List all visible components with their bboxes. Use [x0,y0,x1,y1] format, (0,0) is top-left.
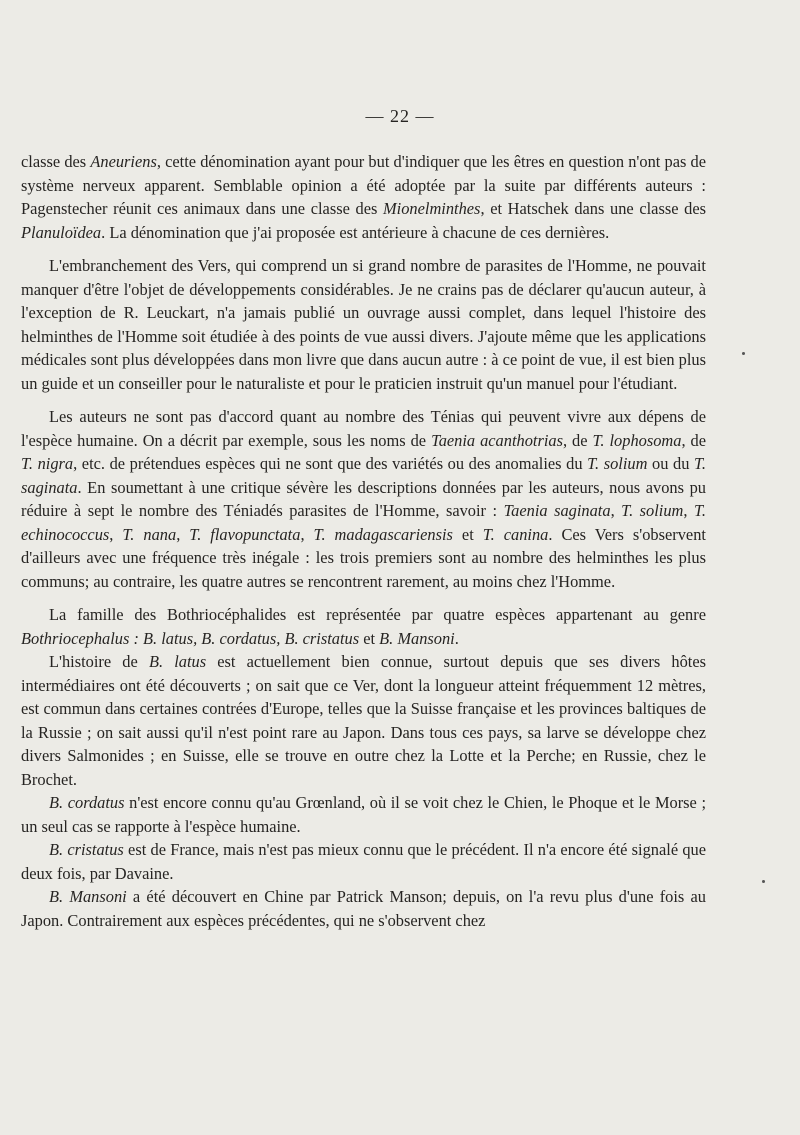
italic-text: T. lophosoma [592,430,682,450]
italic-text: T. flavopunctata [189,524,301,544]
text-run: . Ces Vers s'observent d'ailleurs avec une fréquence très inégale : les trois premiers sont au nombre des helminthes les plus communs; au contraire, les quatre autres se rencontrent rarement, au moins chez l'Homme. [21,524,706,591]
text-run: Les auteurs ne sont pas d'accord quant au nombre des Ténias qui peuvent vivre aux dépens de l'espèce humaine. On a décrit par exemple, sous les noms de [21,407,706,450]
text-run: , de [681,430,707,450]
italic-text: B. cordatus [49,793,125,812]
text-run: est actuellement bien connue, surtout depuis que ses divers hôtes intermédiaires ont été découverts ; on sait que ce Ver, dont la longueur atteint fréquemment 12 mètres, est commun dans certaines contrées d'Europe, telles que la Suisse française et les provinces baltiques de la Russie ; on sait aussi qu'il n'est point rare au Japon. Dans tous ces pays, sa larve se développe chez divers Salmonides ; en Suisse, elle se trouve en outre chez la Lotte et la Perche; en Russie, chez le Brochet. [21,652,706,789]
paragraph [21,150,706,244]
text-run: n'est encore connu qu'au Grœnland, où il se voit chez le Chien, le Phoque et le Morse ; un seul cas se rapporte à l'espèce humaine. [21,793,706,836]
text-run: . En soumettant à une critique sévère les descriptions données par les auteurs, nous avons pu réduire à sept le nombre des Téniadés parasites de l'Homme, savoir : [21,477,706,520]
text-run: . [454,628,459,648]
italic-text: Planuloïdea [21,222,102,242]
italic-text: T. canina [482,524,549,544]
text-run: , [300,524,314,544]
italic-text: T. nigra [21,454,74,473]
paragraph [21,885,706,932]
paragraph [21,603,706,650]
italic-text: B. cristatus [49,840,124,859]
text-run: classe des [21,152,91,171]
italic-text: B. Mansoni [379,628,455,648]
text-run: , et Hatschek dans une classe des [480,199,706,218]
italic-text: T. echinococcus [21,501,706,544]
text-run: L'histoire de [49,652,149,671]
text-run: est de France, mais n'est pas mieux connu que le précédent. Il n'a encore été signalé que deux fois, par Davaine. [21,840,706,883]
text-run: et [452,524,483,544]
paragraph [21,838,706,885]
italic-text: Mionelminthes [383,199,481,218]
page-number: — 22 — [365,106,435,126]
italic-text: B. latus [148,652,207,671]
paragraph [21,650,706,791]
text-run: a été découvert en Chine par Patrick Manson; depuis, on l'a revu plus d'une fois au Japon. Contrairement aux espèces précédentes, qui ne s'observent chez [21,887,706,930]
body-text [21,150,706,932]
italic-text: Aneuriens [90,152,157,171]
text-run: et [359,628,380,648]
text-run: . La dénomination que j'ai proposée est antérieure à chacune de ces dernières. [101,222,610,242]
text-run: , cette dénomination ayant pour but d'indiquer que les êtres en question n'ont pas de système nerveux apparent. Semblable opinion a été adoptée par la suite par différents auteurs : Pagenstecher réunit ces animaux dans une classe des [21,152,706,218]
text-run: ou du [647,454,694,473]
italic-text: Bothriocephalus : B. latus, B. cordatus, B. cristatus [21,628,360,648]
italic-text: T. madagascariensis [313,524,453,544]
page-speck [742,352,745,355]
italic-text: Taenia saginata [503,501,611,520]
italic-text: B. Mansoni [49,887,127,906]
text-run: , de [562,430,593,450]
text-run: La famille des Bothriocéphalides est représentée par quatre espèces appartenant au genre [49,605,706,624]
paragraph [21,791,706,838]
text-run: , [610,501,622,520]
page-speck [762,880,765,883]
paragraph [21,254,706,395]
text-run: , etc. de prétendues espèces qui ne sont que des variétés ou des anomalies du [73,454,588,473]
italic-text: Taenia acanthotrias [431,430,563,450]
italic-text: T. saginata [21,454,706,497]
text-run: , [683,501,694,520]
text-run: , [109,524,123,544]
text-run: , [176,524,190,544]
italic-text: T. solium [621,501,684,520]
italic-text: T. solium [587,454,648,473]
italic-text: T. nana [122,524,177,544]
paragraph [21,405,706,593]
text-run: L'embranchement des Vers, qui comprend un si grand nombre de parasites de l'Homme, ne pouvait manquer d'être l'objet de développements considérables. Je ne crains pas de déclarer qu'aucun auteur, à l'exception de R. Leuckart, n'a jamais publié un ouvrage aussi complet, dans lequel l'histoire des helminthes de l'Homme soit étudiée à des points de vue aussi divers. J'ajoute même que les applications médicales sont plus développées dans mon livre que dans aucun autre : à ce point de vue, il est bien plus un guide et un conseiller pour le naturaliste et pour le praticien instruit qu'un manuel pour l'étudiant. [21,256,706,393]
